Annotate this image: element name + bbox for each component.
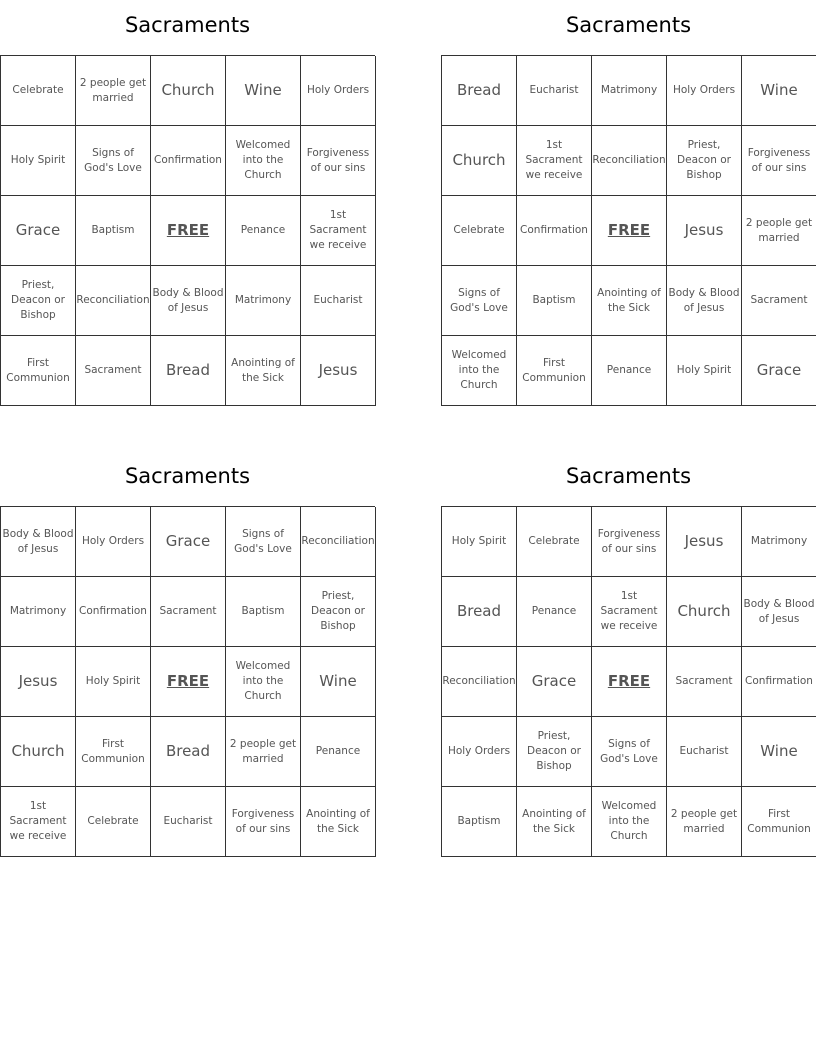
bingo-cell: Sacrament xyxy=(667,647,742,717)
card-title: Sacraments xyxy=(124,13,251,37)
bingo-cell: Wine xyxy=(226,56,301,126)
bingo-card-3 xyxy=(0,451,375,857)
bingo-cell: Reconciliation xyxy=(301,507,376,577)
bingo-cell: Celebrate xyxy=(1,56,76,126)
bingo-cell: Anointing of the Sick xyxy=(517,787,592,857)
bingo-cell: First Communion xyxy=(742,787,816,857)
bingo-cell: Baptism xyxy=(226,577,301,647)
bingo-cell: Priest, Deacon or Bishop xyxy=(301,577,376,647)
bingo-cell: Body & Blood of Jesus xyxy=(1,507,76,577)
bingo-cell: Grace xyxy=(151,507,226,577)
bingo-cell: Confirmation xyxy=(151,126,226,196)
bingo-cell: Confirmation xyxy=(76,577,151,647)
card-title: Sacraments xyxy=(124,464,251,488)
bingo-card-1 xyxy=(0,0,375,406)
bingo-cell: Holy Orders xyxy=(442,717,517,787)
bingo-cell: Holy Orders xyxy=(301,56,376,126)
bingo-cell: Sacrament xyxy=(76,336,151,406)
bingo-cell: Wine xyxy=(742,56,816,126)
bingo-cell: Matrimony xyxy=(742,507,816,577)
bingo-cell: Church xyxy=(442,126,517,196)
bingo-cell: 1st Sacrament we receive xyxy=(517,126,592,196)
bingo-cell: Holy Spirit xyxy=(1,126,76,196)
card-title: Sacraments xyxy=(565,464,692,488)
bingo-cell: Matrimony xyxy=(226,266,301,336)
bingo-cell: Confirmation xyxy=(517,196,592,266)
bingo-cell: 1st Sacrament we receive xyxy=(1,787,76,857)
bingo-cell: Wine xyxy=(742,717,816,787)
bingo-cell: Baptism xyxy=(442,787,517,857)
bingo-cell: Welcomed into the Church xyxy=(592,787,667,857)
bingo-grid xyxy=(0,55,375,406)
bingo-cell: Priest, Deacon or Bishop xyxy=(517,717,592,787)
bingo-cell: Grace xyxy=(742,336,816,406)
bingo-cell: Signs of God's Love xyxy=(442,266,517,336)
bingo-cell: Signs of God's Love xyxy=(592,717,667,787)
bingo-grid xyxy=(441,55,816,406)
free-space: FREE xyxy=(151,647,226,717)
bingo-cell: Eucharist xyxy=(301,266,376,336)
bingo-cell: Eucharist xyxy=(151,787,226,857)
bingo-cell: 2 people get married xyxy=(667,787,742,857)
bingo-cell: Grace xyxy=(517,647,592,717)
bingo-cell: Bread xyxy=(151,336,226,406)
bingo-cell: Eucharist xyxy=(667,717,742,787)
free-space: FREE xyxy=(592,196,667,266)
bingo-cell: Forgiveness of our sins xyxy=(742,126,816,196)
bingo-cell: Reconciliation xyxy=(442,647,517,717)
bingo-cell: Penance xyxy=(226,196,301,266)
bingo-cell: 2 people get married xyxy=(226,717,301,787)
bingo-cell: Body & Blood of Jesus xyxy=(151,266,226,336)
bingo-cell: 2 people get married xyxy=(742,196,816,266)
bingo-cell: Welcomed into the Church xyxy=(442,336,517,406)
bingo-cell: Bread xyxy=(151,717,226,787)
bingo-cell: Anointing of the Sick xyxy=(301,787,376,857)
bingo-cell: Forgiveness of our sins xyxy=(226,787,301,857)
bingo-cell: Penance xyxy=(517,577,592,647)
bingo-grid xyxy=(0,506,375,857)
card-title: Sacraments xyxy=(565,13,692,37)
free-space: FREE xyxy=(592,647,667,717)
bingo-cell: Welcomed into the Church xyxy=(226,126,301,196)
bingo-cell: Penance xyxy=(592,336,667,406)
bingo-cell: Anointing of the Sick xyxy=(592,266,667,336)
bingo-cell: Celebrate xyxy=(517,507,592,577)
bingo-cell: 1st Sacrament we receive xyxy=(301,196,376,266)
bingo-cell: Wine xyxy=(301,647,376,717)
bingo-cell: Confirmation xyxy=(742,647,816,717)
bingo-grid xyxy=(441,506,816,857)
bingo-cell: Bread xyxy=(442,577,517,647)
bingo-cell: Holy Spirit xyxy=(667,336,742,406)
bingo-cell: Sacrament xyxy=(742,266,816,336)
bingo-cell: Jesus xyxy=(301,336,376,406)
bingo-cell: Baptism xyxy=(517,266,592,336)
bingo-cell: Priest, Deacon or Bishop xyxy=(667,126,742,196)
bingo-cell: Bread xyxy=(442,56,517,126)
bingo-cell: Eucharist xyxy=(517,56,592,126)
free-space: FREE xyxy=(151,196,226,266)
bingo-cell: 2 people get married xyxy=(76,56,151,126)
bingo-cell: Body & Blood of Jesus xyxy=(742,577,816,647)
bingo-cell: First Communion xyxy=(517,336,592,406)
bingo-cell: Jesus xyxy=(667,196,742,266)
bingo-cell: Body & Blood of Jesus xyxy=(667,266,742,336)
bingo-cell: Reconciliation xyxy=(76,266,151,336)
bingo-cell: Baptism xyxy=(76,196,151,266)
bingo-cell: Holy Orders xyxy=(667,56,742,126)
bingo-cell: First Communion xyxy=(1,336,76,406)
bingo-cell: Holy Spirit xyxy=(76,647,151,717)
bingo-cell: Celebrate xyxy=(442,196,517,266)
bingo-cell: Priest, Deacon or Bishop xyxy=(1,266,76,336)
bingo-cell: Anointing of the Sick xyxy=(226,336,301,406)
bingo-cell: Church xyxy=(151,56,226,126)
bingo-cell: Church xyxy=(1,717,76,787)
bingo-card-2 xyxy=(441,0,816,406)
bingo-cell: Holy Orders xyxy=(76,507,151,577)
bingo-cell: Jesus xyxy=(667,507,742,577)
bingo-cell: Forgiveness of our sins xyxy=(301,126,376,196)
bingo-cell: Matrimony xyxy=(592,56,667,126)
bingo-cell: Sacrament xyxy=(151,577,226,647)
bingo-cell: Grace xyxy=(1,196,76,266)
bingo-cell: Holy Spirit xyxy=(442,507,517,577)
bingo-cell: Jesus xyxy=(1,647,76,717)
bingo-cell: First Communion xyxy=(76,717,151,787)
bingo-card-4 xyxy=(441,451,816,857)
bingo-cell: Welcomed into the Church xyxy=(226,647,301,717)
bingo-cell: Signs of God's Love xyxy=(76,126,151,196)
bingo-cell: 1st Sacrament we receive xyxy=(592,577,667,647)
bingo-cell: Church xyxy=(667,577,742,647)
bingo-cell: Penance xyxy=(301,717,376,787)
bingo-cell: Forgiveness of our sins xyxy=(592,507,667,577)
bingo-cell: Reconciliation xyxy=(592,126,667,196)
bingo-cell: Signs of God's Love xyxy=(226,507,301,577)
bingo-cell: Matrimony xyxy=(1,577,76,647)
bingo-cell: Celebrate xyxy=(76,787,151,857)
